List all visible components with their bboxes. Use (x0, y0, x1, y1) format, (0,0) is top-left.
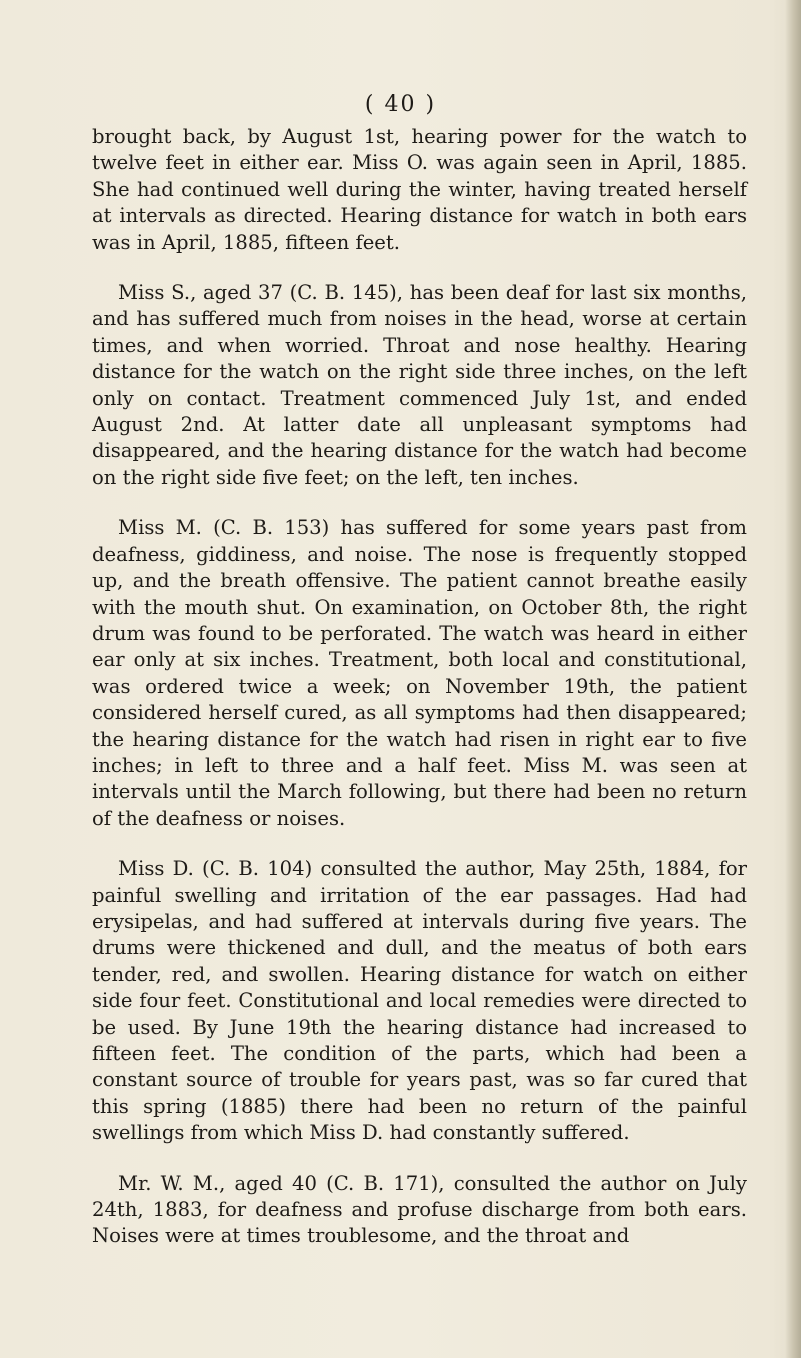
paragraph-miss-s: Miss S., aged 37 (C. B. 145), has been deaf for last six months, and has suffered much from noises in the head, worse at certain times, and when worried. Throat and nose healthy. Hearing distance for the watch on the right side three inches, on the left only on contact. Treatment commenced July 1st, and ended August 2nd. At latter date all unpleasant symptoms had disappeared, and the hearing distance for the watch had become on the right side five feet; on the left, ten inches. (92, 281, 747, 489)
paragraph-miss-d: Miss D. (C. B. 104) consulted the author, May 25th, 1884, for painful swelling and irritation of the ear passages. Had had erysipelas, and had suffered at intervals during five years. The drums were thickened and dull, and the meatus of both ears tender, red, and swollen. Hearing distance for watch on either side four feet. Constitutional and local remedies were directed to be used. By June 19th the hearing distance had increased to fifteen feet. The condition of the parts, which had been a constant source of trouble for years past, was so far cured that this spring (1885) there had been no return of the painful swellings from which Miss D. had constantly suffered. (92, 857, 747, 1145)
paragraph-miss-m: Miss M. (C. B. 153) has suffered for some years past from deafness, giddiness, and noise. The nose is frequently stopped up, and the breath offensive. The patient cannot breathe easily with the mouth shut. On examination, on October 8th, the right drum was found to be perforated. The watch was heard in either ear only at six inches. Treatment, both local and constitutional, was ordered twice a week; on November 19th, the patient considered herself cured, as all symptoms had then disappeared; the hearing distance for the watch had risen in right ear to five inches; in left to three and a half feet. Miss M. was seen at intervals until the March following, but there had been no return of the deafness or noises. (92, 516, 747, 830)
page-binding-edge (785, 0, 801, 1358)
paragraph-mr-w-m: Mr. W. M., aged 40 (C. B. 171), consulted the author on July 24th, 1883, for deafness and profuse discharge from both ears. Noises were at times troublesome, and the throat and (92, 1171, 747, 1248)
body-text (92, 124, 747, 1250)
paragraph-miss-o-continued: brought back, by August 1st, hearing power for the watch to twelve feet in either ear. Miss O. was again seen in April, 1885. She had continued well during the winter, having treated herself at intervals as directed. Hearing distance for watch in both ears was in April, 1885, fifteen feet. (92, 125, 747, 254)
page-number: ( 40 ) (364, 92, 437, 117)
